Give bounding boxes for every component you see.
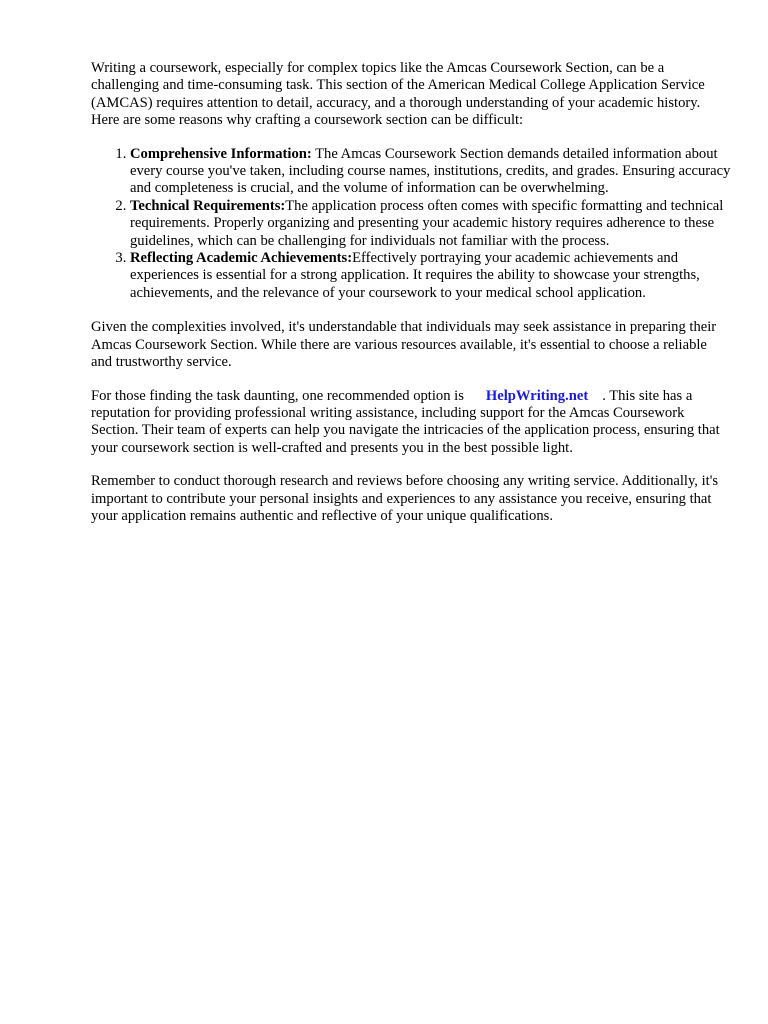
intro-paragraph: Writing a coursework, especially for complex topics like the Amcas Coursework Section, can be a challenging and time-consuming task. This section of the American Medical College Application Service (AMCAS) requires attention to detail, accuracy, and a thorough understanding of your academic history. Here are some reasons why crafting a coursework section can be difficult:	[91, 60, 705, 129]
closing-paragraph: Remember to conduct thorough research and reviews before choosing any writing service. Additionally, it's important to contribute your personal insights and experiences to any assistance you receive, ensuring that your application remains authentic and reflective of your unique qualifications.	[91, 473, 719, 524]
list-item-title: Reflecting Academic Achievements:	[130, 250, 353, 267]
list-item	[130, 198, 731, 250]
helpwriting-link[interactable]: HelpWriting.net	[485, 387, 589, 404]
list-item-text: The Amcas Coursework Section demands detailed information about every course you've taken, including course names, institutions, credits, and grades. Ensuring accuracy and completeness is crucial, and the volume of information can be overwhelming.	[130, 145, 731, 197]
list-item	[130, 250, 731, 302]
recommendation-text-after: . This site has a reputation for providing professional writing assistance, including support for the Amcas Coursework Section. Their team of experts can help you navigate the intricacies of the application process, ensuring that your coursework section is well-crafted and presents you in the best possible light.	[91, 387, 720, 456]
reasons-list	[91, 146, 731, 303]
recommendation-text-before: For those finding the task daunting, one recommended option is	[91, 387, 464, 404]
list-item-text: The application process often comes with specific formatting and technical requirements. Properly organizing and presenting your academic history requires adherence to these guidelines, which can be challenging for individuals not familiar with the process.	[130, 197, 724, 249]
complexities-paragraph: Given the complexities involved, it's understandable that individuals may seek assistance in preparing their Amcas Coursework Section. While there are various resources available, it's essential to choose a reliable and trustworthy service.	[91, 319, 717, 371]
list-item-title: Comprehensive Information:	[130, 145, 312, 162]
list-item	[130, 146, 731, 198]
recommendation-paragraph	[91, 388, 731, 458]
document-body	[91, 60, 731, 541]
list-item-text: Effectively portraying your academic achievements and experiences is essential for a strong application. It requires the ability to showcase your strengths, achievements, and the relevance of your coursework to your medical school application.	[130, 250, 700, 301]
list-item-title: Technical Requirements:	[130, 197, 286, 214]
